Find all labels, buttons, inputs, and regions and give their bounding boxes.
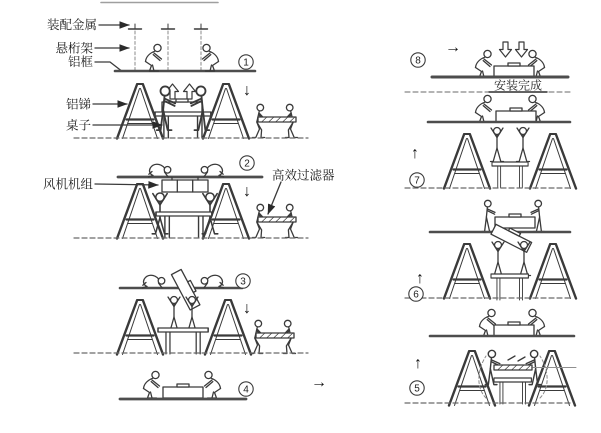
worker-crouching-icon: [203, 44, 219, 71]
table-icon: [492, 162, 528, 188]
table-icon: [494, 378, 531, 404]
hanger-rod-icon: [162, 24, 175, 70]
worker-crouching-icon: [144, 371, 160, 398]
step-8-badge: [411, 53, 425, 67]
svg-text:7: 7: [414, 175, 420, 187]
ffu-unit-icon: [496, 108, 536, 122]
worker-kneeling-icon: [143, 275, 165, 288]
filter-panel-icon: [256, 333, 294, 338]
ladder-icon: [530, 244, 576, 299]
step-4-badge: [239, 382, 253, 396]
step-1-scene: [74, 3, 308, 139]
step-badges: [236, 53, 425, 396]
worker-kneeling-icon: [149, 164, 171, 177]
svg-text:6: 6: [413, 289, 419, 301]
step-2-flow-arrow-icon: ↓: [243, 183, 251, 200]
step-5-badge: [410, 381, 424, 395]
step-5-flow-arrow-icon: ↑: [414, 355, 422, 372]
label-alu-ladder: 铝锑: [65, 97, 91, 112]
worker-crouching-icon: [205, 371, 221, 398]
table-icon: [491, 274, 528, 300]
step-4-scene: [120, 371, 246, 399]
svg-text:1: 1: [243, 57, 249, 69]
step-6-badge: [409, 287, 423, 301]
table-icon: [156, 212, 212, 238]
step-4-flow-arrow-icon: →: [311, 374, 327, 391]
ladder-icon: [530, 134, 576, 189]
step-3-scene: [74, 268, 308, 354]
svg-text:5: 5: [414, 383, 420, 395]
label-truss: 悬桁架: [55, 41, 93, 56]
label-table: 桌子: [65, 118, 91, 133]
ladder-icon: [444, 244, 490, 299]
label-hepa-filter: 高效过滤器: [272, 168, 335, 183]
worker-crouching-icon: [476, 95, 492, 122]
worker-kneeling-icon: [201, 275, 223, 288]
tool-marks: [508, 356, 525, 361]
step-1-flow-arrow-icon: ↓: [243, 82, 251, 99]
ffu-unit-icon: [163, 384, 203, 398]
table-icon: [155, 112, 211, 138]
worker-on-table-icon: [492, 242, 505, 276]
worker-crouching-icon: [146, 44, 162, 71]
ffu-unit-icon: [495, 214, 535, 228]
label-fan-unit: 风机机组: [42, 177, 93, 192]
worker-on-table-icon: [517, 128, 530, 162]
ladder-icon: [117, 300, 163, 355]
label-assembly-metal: 装配金属: [46, 18, 97, 32]
step-8-scene: [405, 42, 572, 92]
step-7-badge: [410, 173, 424, 187]
svg-text:8: 8: [415, 55, 421, 67]
label-alu-frame: 铝框: [67, 55, 93, 69]
svg-text:4: 4: [243, 384, 249, 396]
ladder-icon: [449, 351, 495, 406]
svg-text:3: 3: [240, 276, 246, 288]
step-6-scene: [405, 200, 576, 300]
step-3-flow-arrow-icon: ↓: [243, 300, 251, 317]
svg-text:2: 2: [244, 158, 250, 170]
ladder-icon: [529, 351, 575, 406]
filter-panel-icon: [494, 365, 532, 370]
alu-frame-leader: [95, 62, 121, 71]
step-5-scene: [405, 309, 576, 405]
press-down-arrow-icon: [516, 42, 528, 57]
step-8-flow-arrow-icon: →: [445, 39, 461, 56]
filter-panel-icon: [258, 117, 296, 122]
filter-panel-icon: [258, 217, 296, 222]
label-install-complete: 安装完成: [493, 78, 543, 93]
step-2-badge: [240, 156, 254, 170]
hanger-rod-icon: [129, 24, 142, 70]
ladder-icon: [444, 134, 490, 189]
worker-crouching-icon: [476, 50, 492, 77]
fan-unit-leader: [95, 184, 158, 185]
table-icon: [158, 328, 208, 354]
worker-crouching-icon: [480, 309, 496, 336]
step-3-badge: [236, 274, 250, 288]
step-7-scene: [405, 95, 576, 188]
worker-kneeling-icon: [201, 164, 223, 177]
press-down-arrow-icon: [500, 42, 512, 57]
lift-up-arrow-icon: [184, 84, 196, 99]
worker-holding-icon: [482, 200, 495, 231]
fan-unit-icon: [162, 178, 208, 193]
step-1-badge: [239, 55, 253, 69]
worker-on-table-icon: [168, 297, 181, 331]
worker-on-table-icon: [491, 128, 504, 162]
hepa-filter-leader: [268, 182, 281, 214]
step-6-flow-arrow-icon: ↑: [416, 270, 424, 287]
step-7-flow-arrow-icon: ↑: [411, 145, 419, 162]
